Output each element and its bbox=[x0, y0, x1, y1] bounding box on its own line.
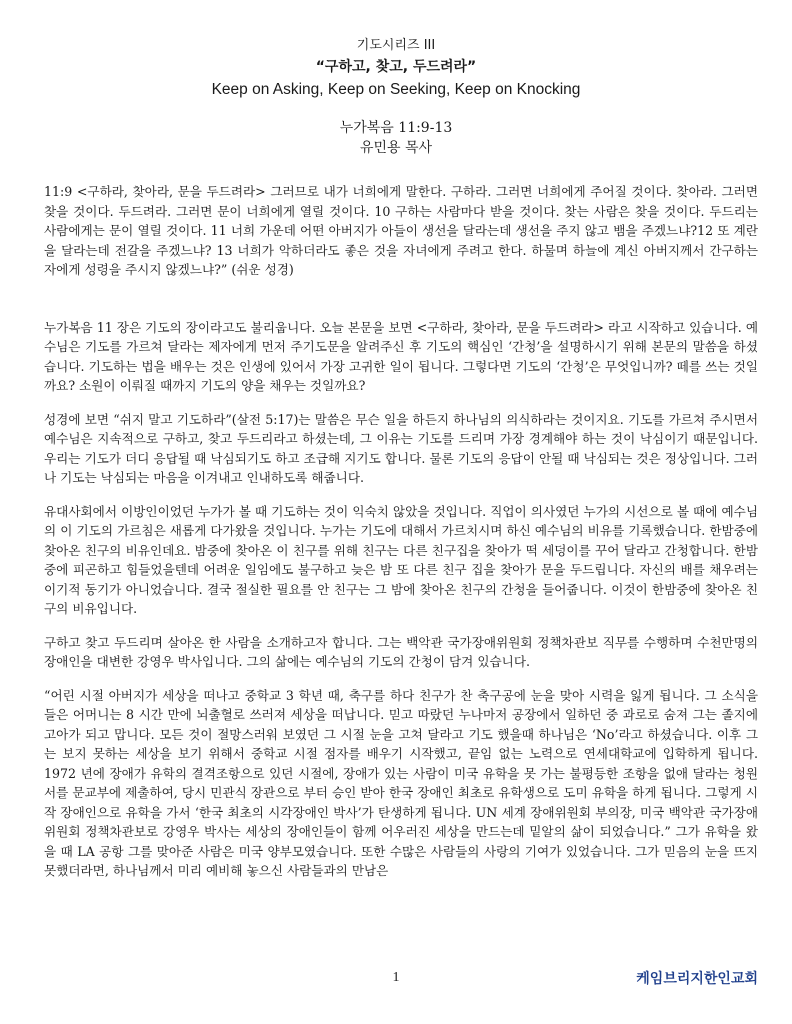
church-name: 케임브리지한인교회 bbox=[636, 971, 758, 987]
sermon-header bbox=[0, 36, 792, 102]
body-paragraph: 유대사회에서 이방인이었던 누가가 볼 때 기도하는 것이 익숙치 않았을 것입니다. 직업이 의사였던 누가의 시선으로 볼 때에 예수님의 이 기도의 가르침은 새롭게 다가왔을 것입니다. 누가는 기도에 대해서 가르치시며 하신 예수님의 비유를 기록했습니다. 한밤중에 찾아온 친구의 비유인데요. 밤중에 찾아온 이 친구를 위해 친구는 다른 친구집을 찾아가 떡 세덩이를 꾸어 달라고 간청합니다. 한밤중에 피곤하고 힘들었을텐데 어려운 일임에도 불구하고 늦은 밤 또 다른 친구 집을 찾아가 문을 두드립니다. 자신의 배를 채우려는 이기적 동기가 아니었습니다. 결국 절실한 필요를 안 친구는 그 밤에 찾아온 친구의 간청을 들어줍니다. 이것이 한밤중에 찾아온 친구의 비유입니다. bbox=[44, 503, 758, 616]
sermon-body bbox=[44, 182, 758, 895]
sermon-reference bbox=[0, 118, 792, 158]
body-paragraph: “어린 시절 아버지가 세상을 떠나고 중학교 3 학년 때, 축구를 하다 친구가 찬 축구공에 눈을 맞아 시력을 잃게 됩니다. 그 소식을 들은 어머니는 8 시간 만에 뇌출혈로 쓰러져 세상을 떠납니다. 믿고 따랐던 누나마저 공장에서 일하던 중 과로로 숨져 그는 졸지에 고아가 되고 맙니다. 모든 것이 절망스러워 보였던 그 시절 눈을 고쳐 달라고 기도 했을때 하나님은 ‘No’라고 하셨습니다. 이후 그는 보지 못하는 세상을 보기 위해서 중학교 시절 점자를 배우기 시작했고, 끝임 없는 노력으로 연세대학교에 입학하게 됩니다. 1972 년에 장애가 유학의 결격조항으로 있던 시절에, 장애가 있는 사람이 미국 유학을 못 가는 불평등한 조항을 없애 달라는 청원서를 문교부에 제출하여, 당시 민관식 장관으로 부터 승인 받아 한국 장애인 최초로 유학생으로 도미 유학을 하게 됩니다. 그렇게 시작 장애인으로 유학을 가서 ‘한국 최초의 시각장애인 박사’가 탄생하게 됩니다. UN 세계 장애위원회 부의장, 미국 백악관 국가장애위원회 정책차관보로 강영우 박사는 세상의 장애인들이 함께 어우러진 세상을 만드는데 밑알의 삶이 되었습니다.” 그가 유학을 왔을 때 LA 공항 그를 맞아준 사람은 미국 양부모였습니다. 또한 수많은 사람들의 사랑의 기여가 있었습니다. 그가 믿음의 눈을 뜨지 못했더라면, 하나님께서 미리 예비해 놓으신 사람들과의 만남은 bbox=[44, 687, 758, 878]
series-title: 기도시리즈 III bbox=[356, 38, 436, 53]
body-paragraph: 누가복음 11 장은 기도의 장이라고도 불리웁니다. 오늘 본문을 보면 <구하라, 찾아라, 문을 두드려라> 라고 시작하고 있습니다. 예수님은 기도를 가르쳐 달라는 제자에게 먼저 주기도문을 알려주신 후 기도의 핵심인 ‘간청’을 설명하시기 위해 본문의 말씀을 하셨습니다. 기도하는 법을 배우는 것은 인생에 있어서 가장 고귀한 일이 됩니다. 그렇다면 기도의 ‘간청’은 무엇입니까? 떼를 쓰는 것일까요? 소원이 이뤄질 때까지 기도의 양을 채우는 것일까요? bbox=[44, 319, 758, 393]
scripture-passage: 누가복음 11:9-13 bbox=[339, 120, 453, 136]
body-paragraph: 성경에 보면 “쉬지 말고 기도하라”(살전 5:17)는 말씀은 무슨 일을 하든지 하나님의 의식하라는 것이지요. 기도를 가르쳐 주시면서 예수님은 지속적으로 구하고, 찾고 두드리라고 하셨는데, 그 이유는 기도를 드리며 가장 경계해야 하는 것이 낙심이기 때문입니다. 우리는 기도가 더디 응답될 때 낙심되기도 하고 조급해 지기도 합니다. 물론 기도의 응답이 안될 때 낙심되는 것은 정상입니다. 그러나 기도는 낙심되는 마음을 이겨내고 인내하도록 해줍니다. bbox=[44, 411, 758, 485]
page-number: 1 bbox=[392, 970, 400, 985]
scripture-text: 11:9 <구하라, 찾아라, 문을 두드려라> 그러므로 내가 너희에게 말한다. 구하라. 그러면 너희에게 주어질 것이다. 찾아라. 그러면 찾을 것이다. 두드려라. 그러면 문이 너희에게 열릴 것이다. 10 구하는 사람마다 받을 것이다. 찾는 사람은 찾을 것이다. 두드리는 사람에게는 문이 열릴 것이다. 11 너희 가운데 어떤 아버지가 아들이 생선을 달라는데 생선을 주지 않고 뱀을 주겠느냐?12 또 계란을 달라는데 전갈을 주겠느냐? 13 너희가 악하더라도 좋은 것을 자녀에게 주려고 한다. 하물며 하늘에 계신 아버지께서 간구하는 자에게 성령을 주시지 않겠느냐?” (쉬운 성경) bbox=[44, 184, 758, 277]
english-title: Keep on Asking, Keep on Seeking, Keep on Knocking bbox=[211, 81, 581, 98]
korean-title: “구하고, 찾고, 두드려라” bbox=[315, 59, 477, 75]
pastor-name: 유민용 목사 bbox=[359, 140, 433, 156]
body-paragraph: 구하고 찾고 두드리며 살아온 한 사람을 소개하고자 합니다. 그는 백악관 국가장애위원회 정책차관보 직무를 수행하며 수천만명의 장애인을 대변한 강영우 박사입니다. 그의 삶에는 예수님의 기도의 간청이 담겨 있습니다. bbox=[44, 634, 758, 669]
